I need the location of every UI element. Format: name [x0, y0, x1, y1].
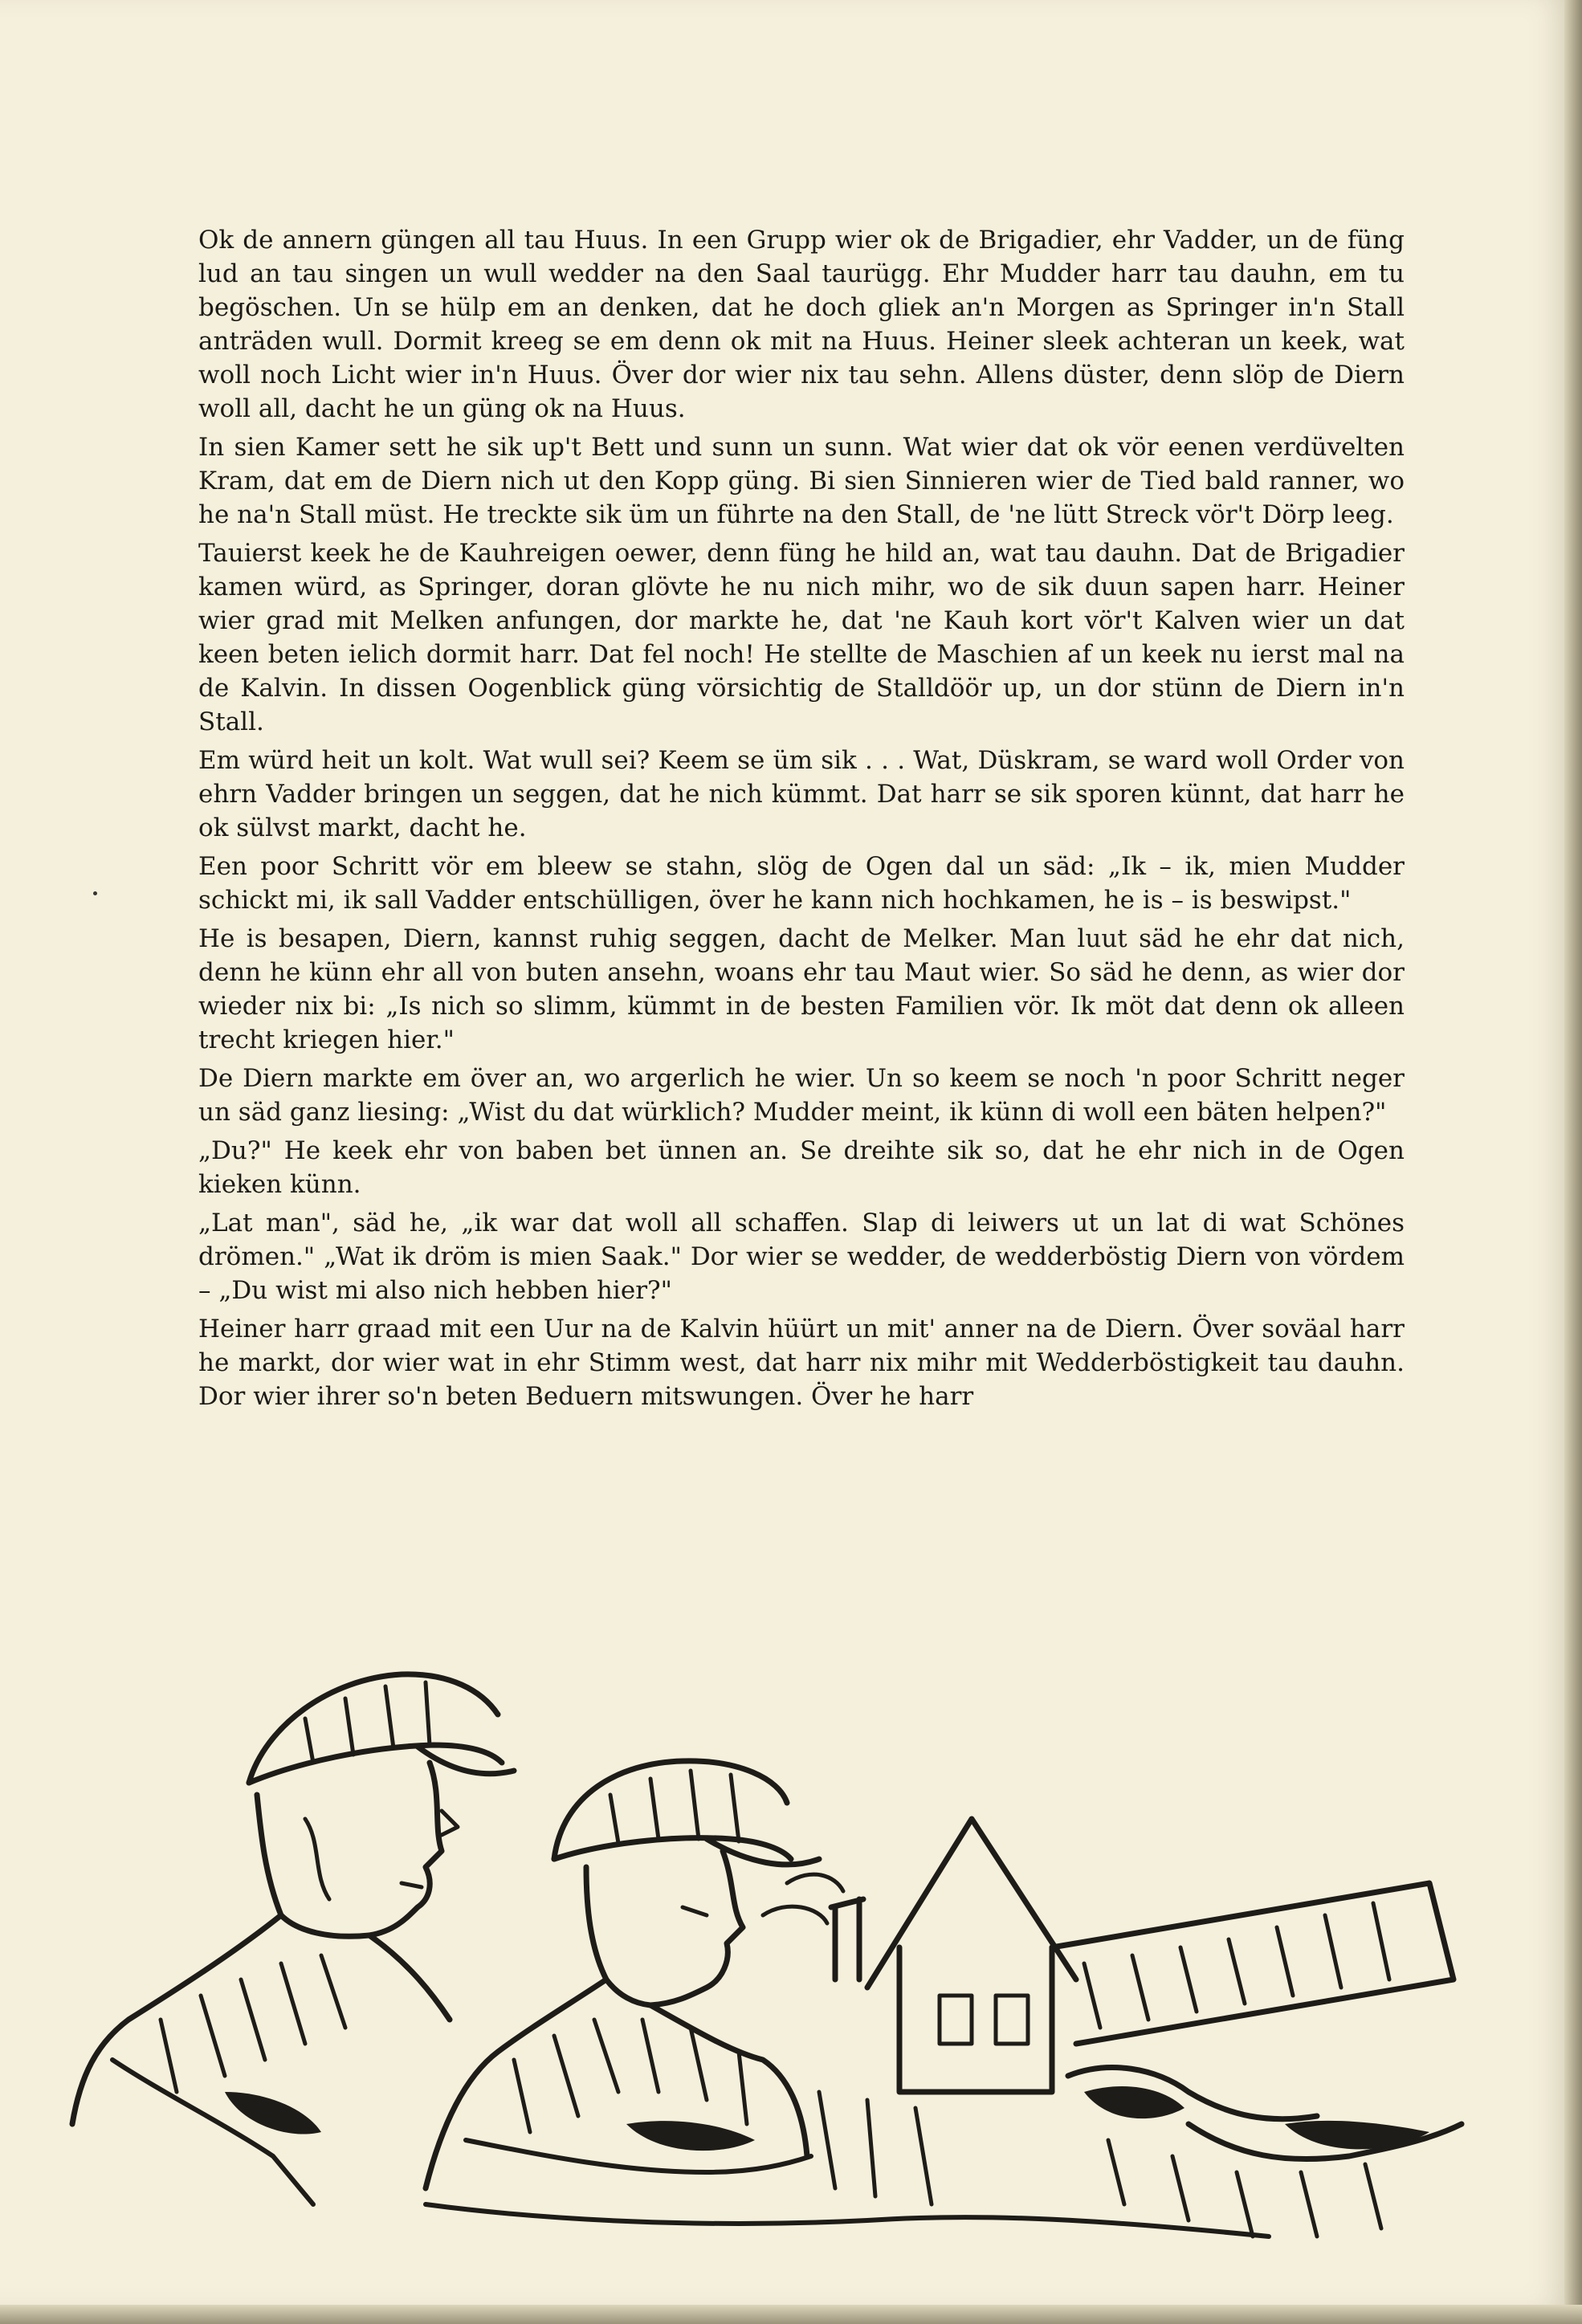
paragraph-4: Em würd heit un kolt. Wat wull sei? Keem se üm sik . . . Wat, Düskram, se ward woll Order von ehrn Vadder bringen un seggen, dat he nich kümmt. Dat harr se sik sporen künnt, dat harr he ok sülvst markt, dacht he. — [198, 746, 1405, 842]
paragraph-3: Tauierst keek he de Kauhreigen oewer, denn füng he hild an, wat tau dauhn. Dat de Brigadier kamen würd, as Springer, doran glövte he nu nich mihr, wo de sik duun sapen harr. Heiner wier grad mit Melken anfungen, dor markte he, dat 'ne Kauh kort vör't Kalven wier un dat keen beten ielich dormit harr. Dat fel noch! He stellte de Maschien af un keek nu ierst mal na de Kalvin. In dissen Oogenblick güng vörsichtig de Stalldöör up, un dor stünn de Diern in'n Stall. — [198, 539, 1405, 736]
sketch-illustration-icon — [64, 1642, 1478, 2261]
paragraph-9: „Lat man", säd he, „ik war dat woll all schaffen. Slap di leiwers ut un lat di wat Schönes drömen." „Wat ik dröm is mien Saak." Dor wier se wedder, de wedderböstig Diern von vördem – „Du wist mi also nich hebben hier?" — [198, 1209, 1405, 1305]
stray-ink-dot — [93, 891, 97, 895]
body-text — [198, 223, 1405, 1418]
paragraph-8: „Du?" He keek ehr von baben bet ünnen an. Se dreihte sik so, dat he ehr nich in de Ogen kieken künn. — [198, 1136, 1405, 1199]
paragraph-10: Heiner harr graad mit een Uur na de Kalvin hüürt un mit' anner na de Diern. Över soväal harr he markt, dor wier wat in ehr Stimm west, dat harr nix mihr mit Wedderböstigkeit tau dauhn. Dor wier ihrer so'n beten Beduern mitswungen. Över he harr — [198, 1315, 1405, 1411]
paragraph-5: Een poor Schritt vör em bleew se stahn, slög de Ogen dal un säd: „Ik – ik, mien Mudder schickt mi, ik sall Vadder entschülligen, över he kann nich hochkamen, he is – is beswipst." — [198, 852, 1405, 915]
page-edge-right — [1564, 0, 1582, 2324]
paragraph-6: He is besapen, Diern, kannst ruhig seggen, dacht de Melker. Man luut säd he ehr dat nich, denn he künn ehr all von buten ansehn, woans ehr tau Maut wier. So säd he denn, as wier dor wieder nix bi: „Is nich so slimm, kümmt in de besten Familien vör. Ik möt dat denn ok alleen trecht kriegen hier." — [198, 924, 1405, 1054]
paragraph-1: Ok de annern güngen all tau Huus. In een Grupp wier ok de Brigadier, ehr Vadder, un de füng lud an tau singen un wull wedder na den Saal taurügg. Ehr Mudder harr tau dauhn, em tu begöschen. Un se hülp em an denken, dat he doch gliek an'n Morgen as Springer in'n Stall anträden wull. Dormit kreeg se em denn ok mit na Huus. Heiner sleek achteran un keek, wat woll noch Licht wier in'n Huus. Över dor wier nix tau sehn. Allens düster, denn slöp de Diern woll all, dacht he un güng ok na Huus. — [198, 226, 1405, 423]
paragraph-7: De Diern markte em över an, wo argerlich he wier. Un so keem se noch 'n poor Schritt neger un säd ganz liesing: „Wist du dat würklich? Mudder meint, ik künn di woll een bäten helpen?" — [198, 1064, 1405, 1127]
paragraph-2: In sien Kamer sett he sik up't Bett und sunn un sunn. Wat wier dat ok vör eenen verdüvelten Kram, dat em de Diern nich ut den Kopp güng. Bi sien Sinnieren wier de Tied bald ranner, wo he na'n Stall müst. He treckte sik üm un führte na den Stall, de 'ne lütt Streck vör't Dörp leeg. — [198, 433, 1405, 529]
page-edge-bottom — [0, 2305, 1582, 2324]
